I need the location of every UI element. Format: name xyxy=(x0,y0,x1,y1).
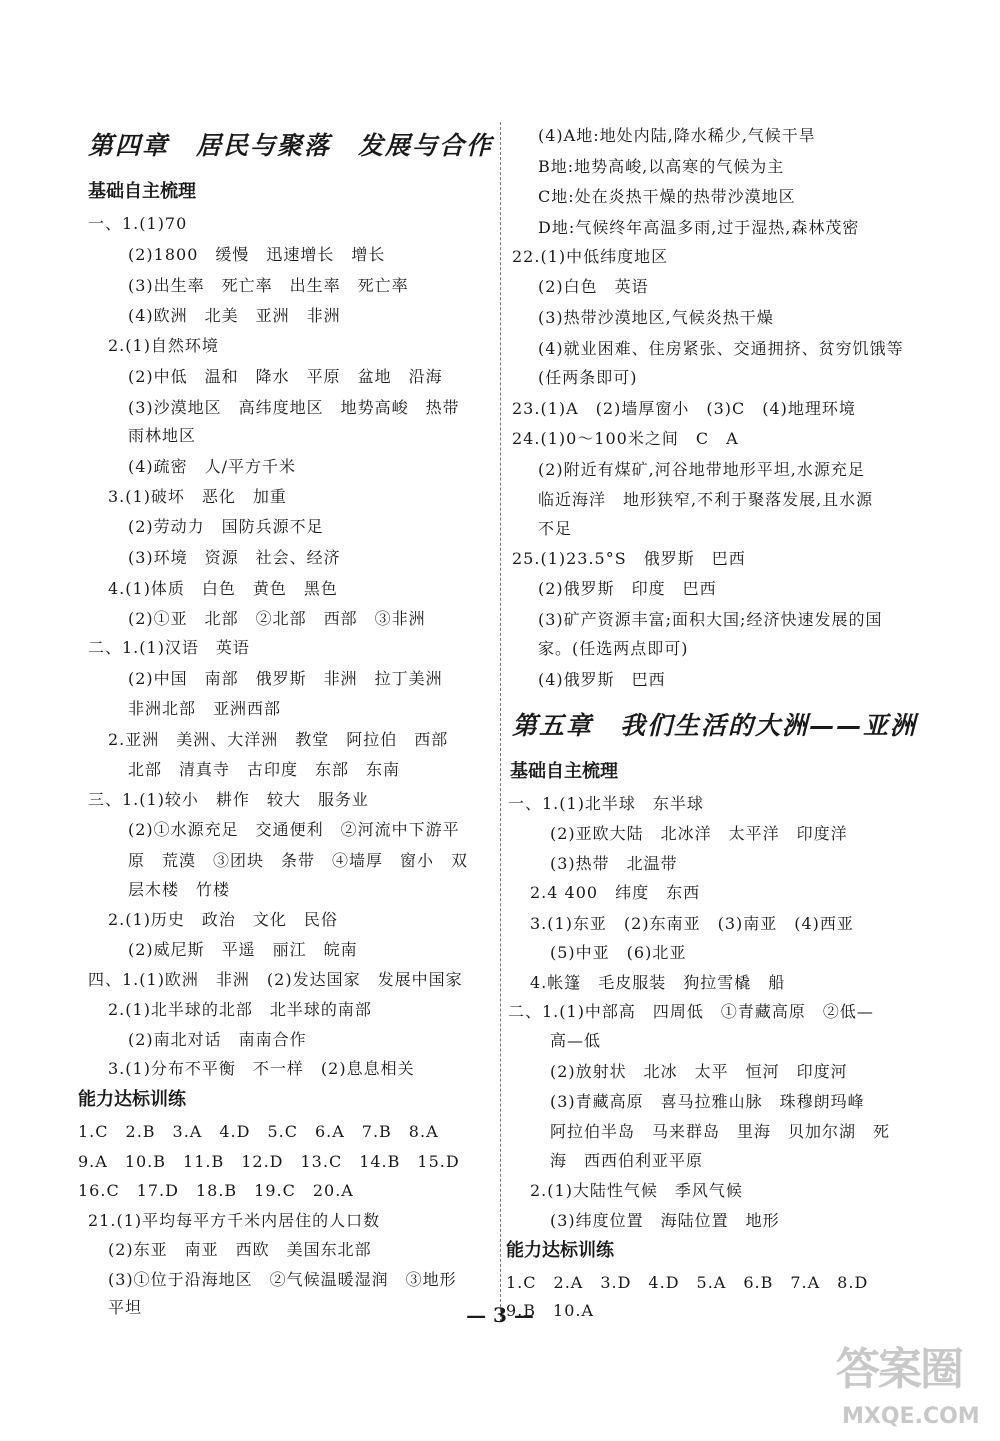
answer-line: (2)白色 英语 xyxy=(538,277,649,296)
answer-line: 23.(1)A (2)墙厚窗小 (3)C (4)地理环境 xyxy=(512,399,856,418)
answer-line: 雨林地区 xyxy=(128,426,197,445)
answer-line: (3)热带 北温带 xyxy=(550,854,678,873)
answer-line: (3)矿产资源丰富;面积大国;经济快速发展的国 xyxy=(538,610,883,629)
answer-line: 4.(1)体质 白色 黄色 黑色 xyxy=(108,579,338,598)
answer-line: (3)热带沙漠地区,气候炎热干燥 xyxy=(538,308,774,327)
watermark-url: MXQE.COM xyxy=(842,1404,980,1429)
answer-line: 21.(1)平均每平方千米内居住的人口数 xyxy=(88,1211,381,1230)
answer-line: 3.(1)东亚 (2)东南亚 (3)南亚 (4)西亚 xyxy=(530,914,854,933)
answer-line: (4)就业困难、住房紧张、交通拥挤、贫穷饥饿等 xyxy=(538,339,904,358)
answer-line: C地:处在炎热干燥的热带沙漠地区 xyxy=(538,187,796,206)
answer-line: 层木楼 竹楼 xyxy=(128,880,231,899)
answer-line: 原 荒漠 ③团块 条带 ④墙厚 窗小 双 xyxy=(128,851,469,870)
answer-line: 临近海洋 地形狭窄,不利于聚落发展,且水源 xyxy=(538,490,874,509)
answer-line: (2)威尼斯 平遥 丽江 皖南 xyxy=(128,940,358,959)
answer-line: 25.(1)23.5°S 俄罗斯 巴西 xyxy=(512,549,746,568)
answer-line: 9.A 10.B 11.B 12.D 13.C 14.B 15.D xyxy=(78,1152,460,1171)
answer-line: 北部 清真寺 古印度 东部 东南 xyxy=(128,760,401,779)
answer-line: 海 西西伯利亚平原 xyxy=(550,1151,704,1170)
answer-line: (3)环境 资源 社会、经济 xyxy=(128,548,341,567)
answer-line: 3.(1)破坏 恶化 加重 xyxy=(108,487,287,506)
answer-line: (2)附近有煤矿,河谷地带地形平坦,水源充足 xyxy=(538,460,865,479)
section-heading: 基础自主梳理 xyxy=(88,181,196,202)
answer-line: 二、1.(1)汉语 英语 xyxy=(88,638,250,657)
answer-line: (2)①水源充足 交通便利 ②河流中下游平 xyxy=(128,820,460,839)
answer-line: (3)青藏高原 喜马拉雅山脉 珠穆朗玛峰 xyxy=(550,1092,865,1111)
answer-line: (4)俄罗斯 巴西 xyxy=(538,670,666,689)
answer-line: (5)中亚 (6)北亚 xyxy=(550,943,687,962)
answer-line: 22.(1)中低纬度地区 xyxy=(512,247,669,266)
answer-line: (3)①位于沿海地区 ②气候温暖湿润 ③地形 xyxy=(108,1270,457,1289)
answer-line: 3.(1)分布不平衡 不一样 (2)息息相关 xyxy=(108,1059,415,1078)
section-heading: 基础自主梳理 xyxy=(510,761,618,782)
answer-line: 2.(1)自然环境 xyxy=(108,336,219,355)
answer-line: (2)亚欧大陆 北冰洋 太平洋 印度洋 xyxy=(550,824,848,843)
answer-line: (2)①亚 北部 ②北部 西部 ③非洲 xyxy=(128,609,426,628)
answer-line: (2)劳动力 国防兵源不足 xyxy=(128,517,324,536)
answer-line: (2)中低 温和 降水 平原 盆地 沿海 xyxy=(128,367,443,386)
answer-line: (4)疏密 人/平方千米 xyxy=(128,457,297,476)
answer-line: 四、1.(1)欧洲 非洲 (2)发达国家 发展中国家 xyxy=(88,970,463,989)
section-heading: 能力达标训练 xyxy=(78,1089,186,1110)
answer-line: (2)放射状 北冰 太平 恒河 印度河 xyxy=(550,1062,848,1081)
watermark-logo xyxy=(836,1340,996,1440)
answer-line: (任两条即可) xyxy=(538,368,638,387)
answer-line: 2.亚洲 美洲、大洋洲 教堂 阿拉伯 西部 xyxy=(108,730,449,749)
answer-line: 2.4 400 纬度 东西 xyxy=(530,883,701,902)
answer-line: D地:气候终年高温多雨,过于湿热,森林茂密 xyxy=(538,218,860,237)
answer-line: 家。(任选两点即可) xyxy=(538,639,689,658)
chapter-heading: 第四章 居民与聚落 发展与合作 xyxy=(88,131,494,160)
answer-line: 16.C 17.D 18.B 19.C 20.A xyxy=(78,1181,354,1200)
answer-line: 一、1.(1)70 xyxy=(88,214,188,233)
answer-line: 二、1.(1)中部高 四周低 ①青藏高原 ②低— xyxy=(508,1002,874,1021)
answer-line: 2.(1)大陆性气候 季风气候 xyxy=(530,1181,743,1200)
answer-line: 三、1.(1)较小 耕作 较大 服务业 xyxy=(88,790,369,809)
answer-line: B地:地势高峻,以高寒的气候为主 xyxy=(538,157,785,176)
answer-line: 高—低 xyxy=(550,1031,602,1050)
answer-line: 2.(1)北半球的北部 北半球的南部 xyxy=(108,1000,372,1019)
page-number: — 3 — xyxy=(466,1303,534,1327)
column-divider xyxy=(500,122,501,1322)
answer-line: (2)俄罗斯 印度 巴西 xyxy=(538,579,717,598)
answer-line: (4)A地:地处内陆,降水稀少,气候干旱 xyxy=(538,126,816,145)
answer-line: 非洲北部 亚洲西部 xyxy=(128,699,282,718)
answer-line: (3)沙漠地区 高纬度地区 地势高峻 热带 xyxy=(128,398,460,417)
answer-line: (2)南北对话 南南合作 xyxy=(128,1030,307,1049)
answer-line: 24.(1)0～100米之间 C A xyxy=(512,429,739,448)
answer-line: (3)纬度位置 海陆位置 地形 xyxy=(550,1211,780,1230)
answer-line: 1.C 2.A 3.D 4.D 5.A 6.B 7.A 8.D xyxy=(506,1273,869,1292)
answer-line: (2)1800 缓慢 迅速增长 增长 xyxy=(128,245,386,264)
answer-line: 平坦 xyxy=(108,1298,143,1317)
answer-line: (3)出生率 死亡率 出生率 死亡率 xyxy=(128,276,409,295)
answer-line: (2)东亚 南亚 西欧 美国东北部 xyxy=(108,1240,372,1259)
answer-line: (4)欧洲 北美 亚洲 非洲 xyxy=(128,306,341,325)
watermark-mark: 答案圈 xyxy=(836,1344,962,1395)
answer-line: 9.B 10.A xyxy=(506,1301,595,1320)
answer-line: 4.帐篷 毛皮服装 狗拉雪橇 船 xyxy=(530,973,786,992)
answer-line: 不足 xyxy=(538,519,573,538)
answer-line: (2)中国 南部 俄罗斯 非洲 拉丁美洲 xyxy=(128,669,443,688)
answer-line: 阿拉伯半岛 马来群岛 里海 贝加尔湖 死 xyxy=(550,1122,891,1141)
section-heading: 能力达标训练 xyxy=(506,1240,614,1261)
answer-line: 1.C 2.B 3.A 4.D 5.C 6.A 7.B 8.A xyxy=(78,1122,439,1141)
answer-line: 一、1.(1)北半球 东半球 xyxy=(508,794,704,813)
chapter-heading: 第五章 我们生活的大洲——亚洲 xyxy=(512,711,918,740)
answer-line: 2.(1)历史 政治 文化 民俗 xyxy=(108,910,338,929)
